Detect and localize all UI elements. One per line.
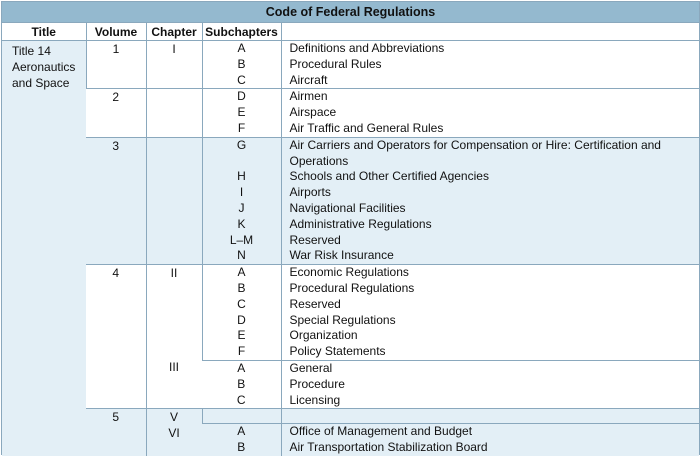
subchapter-letter: E [237,105,246,120]
subchapter-name: Reserved [289,232,341,247]
subchapter-letter: L–M [229,232,254,247]
subchapter-name: Air Transportation Stabilization Board [289,440,488,455]
subchapter-names [281,137,699,264]
subchapter-letter: A [237,41,246,55]
subchapter-letter: D [237,89,246,104]
volume-cell: 3 [86,137,146,264]
subchapter-letters [202,137,281,264]
chapter-cell [146,265,202,409]
subchapter-letter: N [237,248,246,263]
subchapter-letter: B [237,440,246,455]
table-row [2,265,699,361]
subchapter-letters [202,89,281,137]
subchapter-name: Procedure [289,376,345,391]
subchapter-letters [202,409,281,424]
title-line: Aeronautics [12,60,76,74]
subchapter-letter: B [237,376,246,391]
subchapter-name: Administrative Regulations [289,216,432,231]
subchapter-letter: B [237,56,246,71]
subchapter-letters [202,424,281,456]
title-cell [2,41,86,456]
subchapter-name: Policy Statements [289,344,386,359]
subchapter-name: Organization [289,328,358,343]
chapter-cell [146,89,202,137]
table-caption: Code of Federal Regulations [2,2,699,23]
cfr-table-frame [1,1,700,455]
subchapter-letter: E [237,328,246,343]
subchapter-letter: A [237,424,246,439]
subchapter-name: Procedural Rules [289,56,382,71]
subchapter-name: Air Carriers and Operators for Compensation or Hire: Certification and [289,137,661,152]
subchapter-names [281,89,699,137]
chapter-cell [146,409,202,456]
subchapter-letter [203,154,281,170]
subchapter-letter: C [236,392,246,407]
subchapter-name: Navigational Facilities [289,200,406,215]
subchapter-name: Aircraft [289,72,328,87]
subchapter-names [281,409,699,424]
table-row [2,41,699,89]
subchapter-letter: B [237,280,246,295]
subchapter-letter: C [237,72,246,87]
chapter-label: V [169,410,178,425]
chapter-label: VI [168,426,180,441]
subchapter-letter: J [238,200,245,215]
volume-cell: 2 [86,89,146,137]
subchapter-name: Airspace [289,105,337,120]
table-row [2,137,699,264]
header-name [281,23,699,41]
volume-cell: 4 [86,265,146,409]
cfr-table [2,23,699,456]
subchapter-name: Definitions and Abbreviations [289,41,445,55]
subchapter-name: Schools and Other Certified Agencies [289,169,489,184]
subchapter-letter: A [237,360,246,375]
chapter-cell: I [146,41,202,89]
subchapter-name: Air Traffic and General Rules [289,120,444,135]
table-row [2,409,699,424]
subchapter-letter: D [237,312,246,327]
subchapter-letter: C [237,296,246,311]
volume-cell: 5 [86,409,146,456]
subchapter-name: Airmen [289,89,328,104]
subchapter-names [281,360,699,408]
subchapter-letters [202,360,281,408]
header-chapter: Chapter [146,23,202,41]
title-line: Title 14 [12,44,51,58]
subchapter-letters [202,265,281,361]
subchapter-name: Licensing [289,392,341,407]
subchapter-name: Economic Regulations [289,265,409,280]
header-volume: Volume [86,23,146,41]
subchapter-letter: F [237,344,246,359]
subchapter-name: Reserved [289,296,341,311]
chapter-label: III [168,359,179,374]
subchapter-letter: H [237,169,246,184]
subchapter-letter: G [236,137,247,152]
volume-cell: 1 [86,41,146,89]
subchapter-name: General [289,360,333,375]
header-row [2,23,699,41]
subchapter-names [281,265,699,361]
header-subchapters: Subchapters [202,23,281,41]
subchapter-letter: K [237,216,246,231]
subchapter-name: War Risk Insurance [289,248,394,263]
subchapter-name: Airports [289,185,331,200]
subchapter-names [281,41,699,89]
title-line: and Space [12,76,70,90]
subchapter-name: Office of Management and Budget [289,424,473,439]
chapter-cell [146,137,202,264]
header-title: Title [2,23,86,41]
subchapter-letter: I [239,185,244,200]
subchapter-name: Special Regulations [289,312,396,327]
chapter-label: II [170,266,178,281]
subchapter-letter: A [237,265,246,280]
subchapter-names [281,424,699,456]
table-row [2,89,699,137]
subchapter-name: Operations [289,153,349,168]
subchapter-name: Procedural Regulations [289,280,415,295]
subchapter-letters [202,41,281,89]
subchapter-letter: F [237,120,246,135]
